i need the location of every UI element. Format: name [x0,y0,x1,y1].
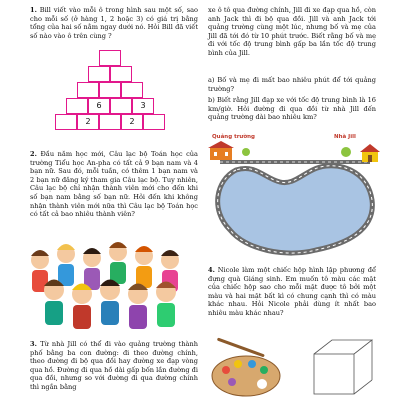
question-3-number: 3. [30,340,37,348]
pyramid-cell-r4-1 [66,98,88,114]
tree-icon [242,148,250,156]
question-2-text: Đầu năm học mới, Câu lạc bộ Toán học của trường Tiểu học An-pha có tất cả 9 bạn nam và 4 bạn nữ. Sau đó, mỗi tuần, có thêm 1 bạn nam và 2 bạn nữ đăng ký tham gia Câu lạc bộ. Tuy nhiên, Câu lạc bộ chỉ nhận thành viên mới cho đến khi số bạn nam bằng số bạn nữ. Hỏi đến khi không nhận thành viên mới nữa thì Câu lạc bộ Toán học có tất cả bao nhiêu thành viên? [30,150,198,219]
children-illustration [20,240,200,332]
question-1 [30,6,198,40]
paint-palette-icon [212,338,280,396]
number-pyramid [62,50,158,130]
pyramid-cell-r5-3 [99,114,121,130]
question-3 [30,340,198,392]
pyramid-cell-r3-2 [99,82,121,98]
palette-and-cube [206,336,386,400]
question-4-number: 4. [208,266,215,274]
question-2 [30,150,198,219]
pyramid-cell-r4-2: 6 [88,98,110,114]
pyramid-cell-r3-1 [77,82,99,98]
pyramid-cell-r5-4: 2 [121,114,143,130]
pyramid-cell-r4-3 [110,98,132,114]
pyramid-cell-r5-1 [55,114,77,130]
question-4 [208,266,376,318]
question-3-continued: xe ô tô qua đường chính, Jill đi xe đạp qua hồ, còn anh Jack thì đi bộ qua đồi. Jill và anh Jack tới quảng trường cùng một lúc, nhưng bố và mẹ của Jill đã tới đó từ 10 phút trước. Biết rằng bố và mẹ đi với tốc độ trung bình gấp ba lần tốc độ trung bình của Jill. [208,6,376,57]
question-4-text: Nicole làm một chiếc hộp hình lập phương để đựng quà Giáng sinh. Em muốn tô màu các mặt của chiếc hộp sao cho mỗi mặt được tô bởi một màu và hai mặt bất kì có chung cạnh thì có màu khác nhau. Hỏi Nicole phải dùng ít nhất bao nhiêu màu khác nhau? [208,266,376,317]
map-graphic [206,140,384,260]
question-1-text: Bill viết vào mỗi ô trong hình sau một số, sao cho mỗi số (ở hàng 1, 2 hoặc 3) có giá trị bằng tổng của hai số nằm ngay dưới nó. Hỏi Bill đã viết số nào vào ô trên cùng ? [30,6,198,40]
cube-icon [314,340,372,394]
question-3-text: Từ nhà Jill có thể đi vào quảng trường thành phố bằng ba con đường: đi theo đường chính, theo đường đi bộ qua đồi hay đường xe đạp vòng qua hồ. Đường đi qua hồ dài gấp bốn lần đường đi qua đồi, nhưng so với đường đi qua đường chính thì ngắn bằng [30,340,198,391]
home-label: Nhà Jill [334,134,356,140]
jill-house-icon [360,144,380,162]
square-label: Quảng trường [212,134,255,140]
pyramid-cell-r3-3 [121,82,143,98]
question-3b: b) Biết rằng Jill đạp xe với tốc độ trung bình là 16 km/giờ. Hỏi đường đi qua đồi từ nhà Jill đến quảng trường dài bao nhiêu km? [208,96,376,122]
pyramid-cell-top [99,50,121,66]
square-building-icon [208,141,234,160]
route-map [206,134,384,260]
question-1-number: 1. [30,6,37,14]
pyramid-cell-r4-4: 3 [132,98,154,114]
tree-icon [341,147,351,157]
question-2-number: 2. [30,150,37,158]
pyramid-cell-r2-1 [88,66,110,82]
pyramid-cell-r5-2: 2 [77,114,99,130]
kids-group [31,242,179,329]
pyramid-cell-r2-2 [110,66,132,82]
question-3a: a) Bố và mẹ đi mất bao nhiêu phút để tới quảng trường? [208,76,376,93]
pyramid-cell-r5-5 [143,114,165,130]
